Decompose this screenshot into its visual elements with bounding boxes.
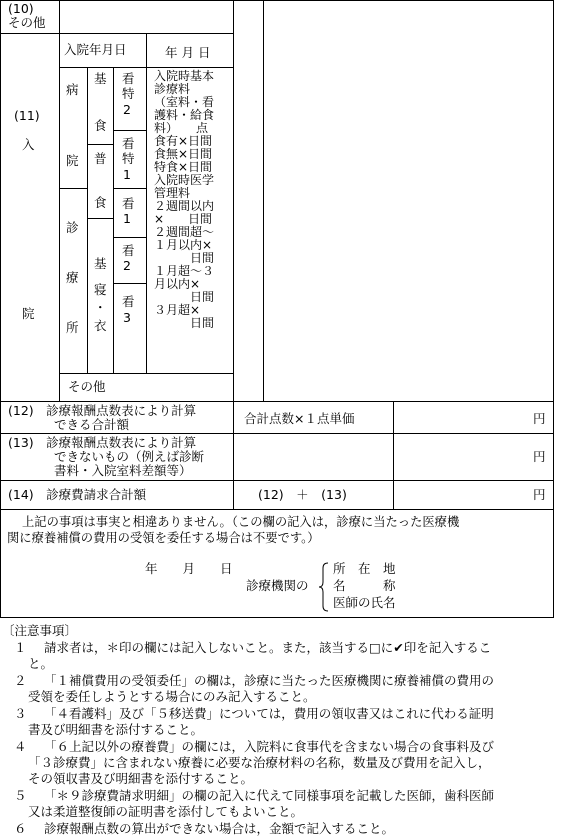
note-1-line-1: 請求者は，＊印の欄には記入しないこと。また，該当する□に✔印を記入するこ xyxy=(44,640,492,655)
note-2-line-1: 「１補償費用の受領委任」の欄は，診療に当たった医療機関に療養補償の費用の xyxy=(44,673,495,688)
nurse-grade2-c2: 2 xyxy=(123,258,131,273)
note-2-number: ２ xyxy=(14,673,27,688)
nurse-grade1-c1: 看 xyxy=(122,196,135,211)
note-3-number: ３ xyxy=(14,706,27,721)
inpatient-fee-items: 入院時基本 診療料 （室料・看 護料・給食 料） 点 食有×日間 食無×日間 特食×日間 入院時医学 管理料 ２週間以内 × 日間 ２週間超～ １月以内× 日間 １月超～３ 月以内× 日間 ３月超× 日間 xyxy=(154,69,215,330)
signature-doctor-label: 医師の氏名 xyxy=(333,595,396,610)
signature-date: 年 月 日 xyxy=(145,561,233,576)
row12-label-1: (12) 診療報酬点数表により計算 xyxy=(8,403,197,418)
clinic-char-1: 診 xyxy=(66,220,79,235)
row13-label-2: できないもの（例えば診断 xyxy=(54,449,205,464)
note-4-line-2: 「３診療費」に含まれない療養に必要な治療材料の名称，数量及び費用を記入し， xyxy=(28,755,491,770)
basic-meal-char-1: 基 xyxy=(94,71,107,86)
row14-formula: (12) ＋ (13) xyxy=(258,487,347,502)
row12-formula: 合計点数×１点単価 xyxy=(244,411,355,426)
declaration-line-1: 上記の事項は事実と相違ありません。（この欄の記入は，診療に当たった医療機 xyxy=(22,515,460,529)
notes-title: 〔注意事項〕 xyxy=(2,623,78,638)
sec11-char-in: 院 xyxy=(22,306,35,321)
row13-label-3: 書料・入院室料差額等） xyxy=(54,463,192,478)
sec11-char-nyu: 入 xyxy=(22,137,35,152)
admission-date-label: 入院年月日 xyxy=(64,42,127,57)
regular-meal-char-2: 食 xyxy=(94,195,107,210)
hospital-char-1: 病 xyxy=(66,82,79,97)
note-6-number: ６ xyxy=(14,821,27,836)
regular-meal-char-1: 普 xyxy=(94,151,107,166)
note-3-line-1: 「４看護料」及び「５移送費」については，費用の領収書又はこれに代わる証明 xyxy=(44,706,494,721)
bedding-char-3: ・ xyxy=(94,300,107,315)
note-4-number: ４ xyxy=(14,739,27,754)
admission-date-value: 年 月 日 xyxy=(165,45,211,60)
inpatient-other-label: その他 xyxy=(68,379,106,394)
brace-icon xyxy=(318,562,330,612)
nurse-special2-c2: 特 xyxy=(122,86,135,101)
sec10-label: その他 xyxy=(8,15,46,30)
row13-label-1: (13) 診療報酬点数表により計算 xyxy=(8,435,197,450)
bedding-char-2: 寝 xyxy=(94,282,107,297)
row14-label: (14) 診療費請求合計額 xyxy=(8,487,147,502)
row14-yen: 円 xyxy=(533,487,546,502)
sec11-number: (11) xyxy=(14,108,40,123)
nurse-grade1-c2: 1 xyxy=(123,211,131,226)
note-5-line-2: 又は柔道整復師の証明書を添付してもよいこと。 xyxy=(28,804,304,819)
nurse-grade3-c2: 3 xyxy=(123,310,131,325)
note-4-line-3: その領収書及び明細書を添付すること。 xyxy=(28,771,254,786)
row12-yen: 円 xyxy=(533,411,546,426)
nurse-special2-c3: 2 xyxy=(123,102,131,117)
sec10-number: (10) xyxy=(8,1,34,16)
clinic-char-3: 所 xyxy=(66,320,79,335)
note-2-line-2: 受領を委任しようとする場合にのみ記入すること。 xyxy=(28,689,316,704)
note-6-line-1: 診療報酬点数の算出ができない場合は，金額で記入すること。 xyxy=(44,821,395,836)
bedding-char-1: 基 xyxy=(94,256,107,271)
note-5-number: ５ xyxy=(14,788,27,803)
bedding-char-4: 衣 xyxy=(94,318,107,333)
nurse-special1-c1: 看 xyxy=(122,136,135,151)
nurse-grade3-c1: 看 xyxy=(122,294,135,309)
row13-yen: 円 xyxy=(533,449,546,464)
nurse-special2-c1: 看 xyxy=(122,71,135,86)
note-4-line-1: 「６上記以外の療養費」の欄には，入院料に食事代を含まない場合の食事料及び xyxy=(44,739,495,754)
declaration-line-2: 関に療養補償の費用の受領を委任する場合は不要です。） xyxy=(7,531,320,545)
clinic-char-2: 療 xyxy=(66,270,79,285)
note-1-line-2: と。 xyxy=(28,656,54,671)
note-5-line-1: 「＊９診療費請求明細」の欄の記入に代えて同様事項を記載した医師，歯科医師 xyxy=(44,788,495,803)
signature-address-label: 所 在 地 xyxy=(333,561,396,576)
note-3-line-2: 書及び明細書を添付すること。 xyxy=(28,722,204,737)
row12-label-2: できる合計額 xyxy=(54,417,130,432)
nurse-grade2-c1: 看 xyxy=(122,243,135,258)
signature-institution-label: 診療機関の xyxy=(246,578,309,593)
note-1-number: １ xyxy=(14,640,27,655)
nurse-special1-c2: 特 xyxy=(122,151,135,166)
nurse-special1-c3: 1 xyxy=(123,167,131,182)
basic-meal-char-2: 食 xyxy=(94,118,107,133)
hospital-char-2: 院 xyxy=(66,153,79,168)
signature-name-label: 名 称 xyxy=(333,578,396,593)
